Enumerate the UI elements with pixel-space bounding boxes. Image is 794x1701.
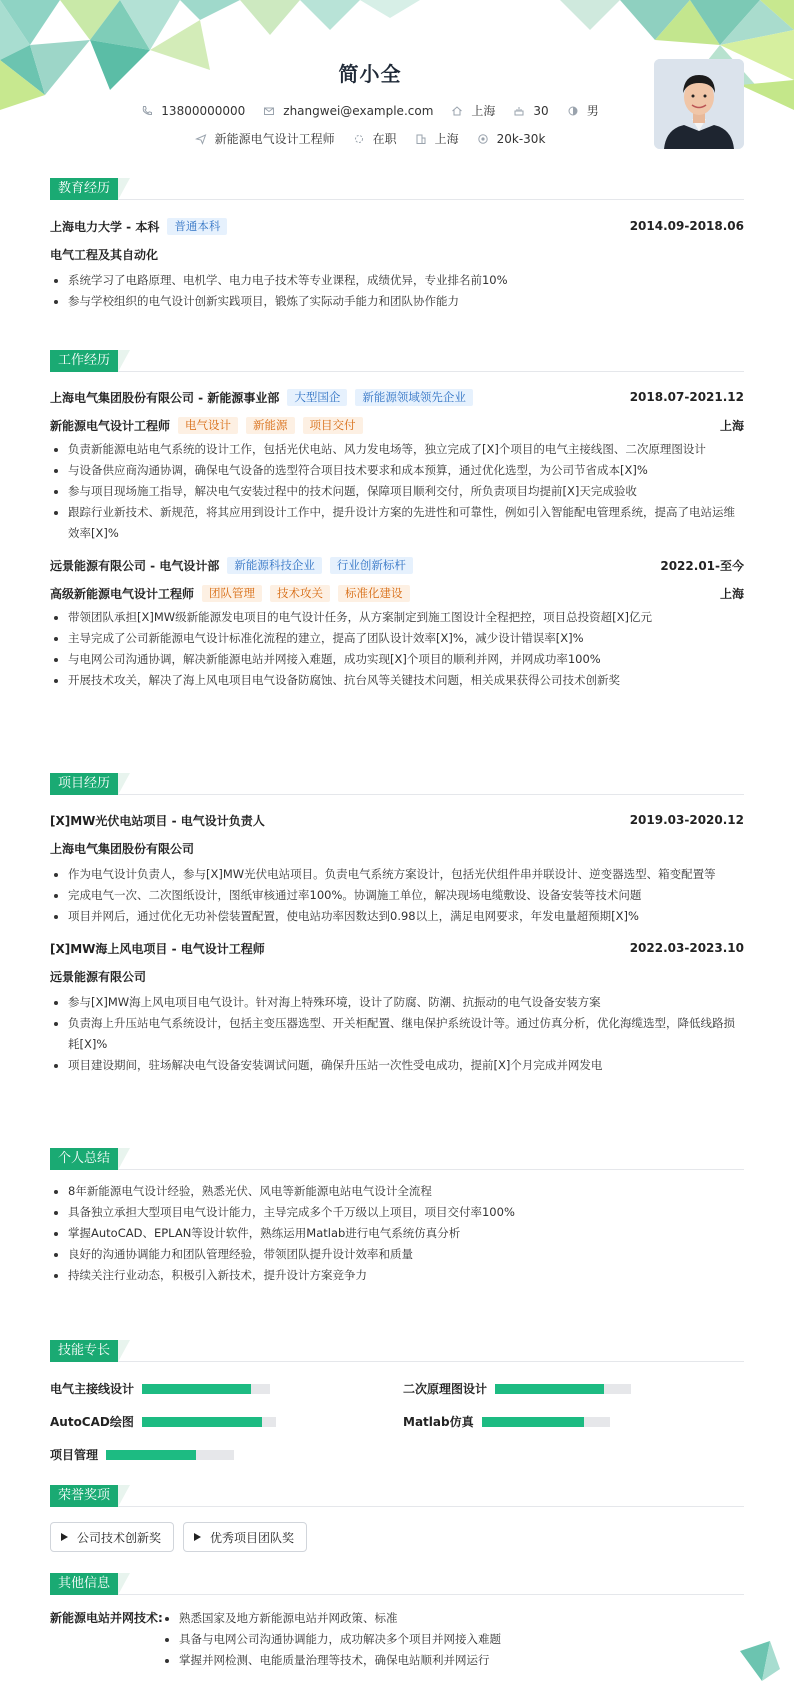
gender-value: 男 — [586, 104, 599, 118]
phone-value: 13800000000 — [161, 103, 246, 118]
skill-bar-fill — [482, 1417, 584, 1427]
project-name: [X]MW海上风电项目 - 电气设计工程师 — [50, 941, 265, 956]
list-item: 8年新能源电气设计经验，熟悉光伏、风电等新能源电站电气设计全流程 — [50, 1181, 744, 1202]
skill-item — [50, 1380, 270, 1397]
company-tag: 行业创新标杆 — [330, 557, 413, 574]
other-section — [50, 1573, 744, 1671]
summary-section — [50, 1148, 744, 1286]
role-tag: 技术攻关 — [270, 585, 330, 602]
skill-bar — [106, 1450, 234, 1460]
period: 2019.03-2020.12 — [629, 813, 744, 827]
company-tag: 新能源科技企业 — [227, 557, 322, 574]
candidate-name: 简小全 — [338, 62, 402, 86]
project-org: 远景能源有限公司 — [50, 969, 147, 984]
list-item: 系统学习了电路原理、电机学、电力电子技术等专业课程，成绩优异，专业排名前10% — [50, 270, 744, 291]
list-item: 主导完成了公司新能源电气设计标准化流程的建立，提高了团队设计效率[X]%，减少设计错误率[X]% — [50, 628, 744, 649]
list-item: 项目并网后，通过优化无功补偿装置配置，使电站功率因数达到0.98以上，满足电网要求，年发电量超预期[X]% — [50, 906, 744, 927]
skill-bar-fill — [142, 1417, 263, 1427]
company: 上海电气集团股份有限公司 - 新能源事业部 — [50, 390, 280, 405]
project-org: 上海电气集团股份有限公司 — [50, 841, 195, 856]
list-item: 与设备供应商沟通协调，确保电气设备的选型符合项目技术要求和成本预算，通过优化选型，为公司节省成本[X]% — [50, 460, 744, 481]
skill-name: AutoCAD绘图 — [50, 1415, 134, 1429]
work-entry — [50, 388, 744, 544]
skill-bar-fill — [495, 1384, 604, 1394]
list-item: 参与[X]MW海上风电项目电气设计。针对海上特殊环境，设计了防腐、防潮、抗振动的电气设备安装方案 — [50, 992, 744, 1013]
skill-item — [50, 1413, 276, 1430]
list-item: 与电网公司沟通协调，解决新能源电站并网接入难题，成功实现[X]个项目的顺利并网，并网成功率100% — [50, 649, 744, 670]
status-icon — [353, 133, 365, 145]
salary — [477, 132, 546, 146]
phone-icon — [141, 105, 153, 117]
list-item: 作为电气设计负责人，参与[X]MW光伏电站项目。负责电气系统方案设计，包括光伏组件串并联设计、逆变器选型、箱变配置等 — [50, 864, 744, 885]
skill-item — [50, 1446, 234, 1463]
cake-icon — [513, 105, 525, 117]
awards-section — [50, 1485, 744, 1565]
other-label: 新能源电站并网技术: — [50, 1611, 163, 1625]
list-item: 掌握并网检测、电能质量治理等技术，确保电站顺利并网运行 — [161, 1650, 744, 1671]
role: 高级新能源电气设计工程师 — [50, 586, 195, 601]
coin-icon — [477, 133, 489, 145]
skill-bar — [142, 1384, 270, 1394]
projects-section — [50, 773, 744, 1076]
skill-bar — [482, 1417, 610, 1427]
skill-name: Matlab仿真 — [403, 1415, 474, 1429]
education-section — [50, 178, 744, 312]
status-value: 在职 — [372, 132, 397, 146]
role-tag: 项目交付 — [303, 417, 363, 434]
section-title: 个人总结 — [50, 1148, 118, 1170]
period: 2022.01-至今 — [660, 558, 744, 573]
age-value: 30 — [533, 103, 549, 118]
target-city — [415, 130, 459, 147]
age — [513, 104, 548, 118]
list-item: 带领团队承担[X]MW级新能源发电项目的电气设计任务，从方案制定到施工图设计全程把控，项目总投资超[X]亿元 — [50, 607, 744, 628]
role-tag: 电气设计 — [178, 417, 238, 434]
skill-bar-fill — [106, 1450, 196, 1460]
gender-icon — [567, 105, 579, 117]
list-item: 参与学校组织的电气设计创新实践项目，锻炼了实际动手能力和团队协作能力 — [50, 291, 744, 312]
skill-item — [403, 1380, 631, 1397]
list-item: 跟踪行业新技术、新规范，将其应用到设计工作中，提升设计方案的先进性和可靠性，例如引入智能配电管理系统，提高了电站运维效率[X]% — [50, 502, 744, 544]
skill-name: 二次原理图设计 — [403, 1382, 488, 1396]
gender — [567, 102, 599, 119]
section-title: 工作经历 — [50, 350, 118, 372]
work-entry — [50, 556, 744, 691]
section-title: 其他信息 — [50, 1573, 118, 1595]
company: 远景能源有限公司 - 电气设计部 — [50, 558, 220, 573]
skill-name: 项目管理 — [50, 1448, 99, 1462]
job-intent-row — [0, 130, 740, 147]
school-tag: 普通本科 — [167, 218, 227, 235]
major: 电气工程及其自动化 — [50, 247, 159, 262]
section-title: 技能专长 — [50, 1340, 118, 1362]
list-item: 参与项目现场施工指导，解决电气安装过程中的技术问题，保障项目顺利交付，所负责项目均提前[X]天完成验收 — [50, 481, 744, 502]
play-icon — [194, 1533, 201, 1541]
award-chip — [183, 1522, 307, 1552]
skill-name: 电气主接线设计 — [50, 1382, 135, 1396]
role-tag: 标准化建设 — [338, 585, 410, 602]
role: 新能源电气设计工程师 — [50, 418, 171, 433]
skills-section — [50, 1340, 744, 1470]
skill-item — [403, 1413, 610, 1430]
home-icon — [451, 105, 463, 117]
period: 2018.07-2021.12 — [629, 390, 744, 404]
city: 上海 — [719, 586, 744, 601]
section-title: 项目经历 — [50, 773, 118, 795]
list-item: 具备独立承担大型项目电气设计能力，主导完成多个千万级以上项目，项目交付率100% — [50, 1202, 744, 1223]
company-tag: 新能源领域领先企业 — [355, 389, 473, 406]
building-icon — [415, 133, 427, 145]
list-item: 开展技术攻关，解决了海上风电项目电气设备防腐蚀、抗台风等关键技术问题，相关成果获得公司技术创新奖 — [50, 670, 744, 691]
award-chip — [50, 1522, 174, 1552]
education-entry — [50, 217, 744, 312]
send-icon — [195, 133, 207, 145]
salary-value: 20k-30k — [496, 131, 546, 146]
list-item: 掌握AutoCAD、EPLAN等设计软件，熟练运用Matlab进行电气系统仿真分析 — [50, 1223, 744, 1244]
section-title: 荣誉奖项 — [50, 1485, 118, 1507]
list-item: 负责海上升压站电气系统设计，包括主变压器选型、开关柜配置、继电保护系统设计等。通过仿真分析，优化海缆选型，降低线路损耗[X]% — [50, 1013, 744, 1055]
project-entry — [50, 939, 744, 1076]
mail-icon — [263, 105, 275, 117]
other-entry — [50, 1608, 744, 1671]
period: 2022.03-2023.10 — [629, 941, 744, 955]
location — [451, 102, 495, 119]
skill-bar-fill — [142, 1384, 251, 1394]
play-icon — [61, 1533, 68, 1541]
list-item: 负责新能源电站电气系统的设计工作，包括光伏电站、风力发电场等，独立完成了[X]个项目的电气主接线图、二次原理图设计 — [50, 439, 744, 460]
skill-bar — [142, 1417, 276, 1427]
award-label: 优秀项目团队奖 — [210, 1530, 295, 1545]
skill-bar — [495, 1384, 631, 1394]
job-target — [195, 130, 335, 147]
target-city-value: 上海 — [434, 132, 459, 146]
city: 上海 — [719, 418, 744, 433]
contact-row — [0, 102, 740, 119]
email-value: zhangwei@example.com — [283, 103, 434, 118]
school: 上海电力大学 - 本科 — [50, 219, 160, 234]
role-tag: 团队管理 — [202, 585, 262, 602]
email — [263, 104, 433, 118]
section-title: 教育经历 — [50, 178, 118, 200]
list-item: 持续关注行业动态，积极引入新技术，提升设计方案竞争力 — [50, 1265, 744, 1286]
phone — [141, 104, 245, 118]
work-section — [50, 350, 744, 691]
list-item: 项目建设期间，驻场解决电气设备安装调试问题，确保升压站一次性受电成功，提前[X]个月完成并网发电 — [50, 1055, 744, 1076]
period: 2014.09-2018.06 — [629, 219, 744, 233]
job-target-value: 新能源电气设计工程师 — [214, 132, 335, 146]
list-item: 完成电气一次、二次图纸设计，图纸审核通过率100%。协调施工单位，解决现场电缆敷设、设备安装等技术问题 — [50, 885, 744, 906]
profile-photo — [654, 59, 744, 149]
location-value: 上海 — [471, 104, 496, 118]
role-tag: 新能源 — [246, 417, 295, 434]
status — [353, 130, 397, 147]
list-item: 熟悉国家及地方新能源电站并网政策、标准 — [161, 1608, 744, 1629]
project-entry — [50, 811, 744, 927]
project-name: [X]MW光伏电站项目 - 电气设计负责人 — [50, 813, 265, 828]
company-tag: 大型国企 — [287, 389, 347, 406]
award-label: 公司技术创新奖 — [77, 1530, 162, 1545]
list-item: 良好的沟通协调能力和团队管理经验，带领团队提升设计效率和质量 — [50, 1244, 744, 1265]
list-item: 具备与电网公司沟通协调能力，成功解决多个项目并网接入难题 — [161, 1629, 744, 1650]
